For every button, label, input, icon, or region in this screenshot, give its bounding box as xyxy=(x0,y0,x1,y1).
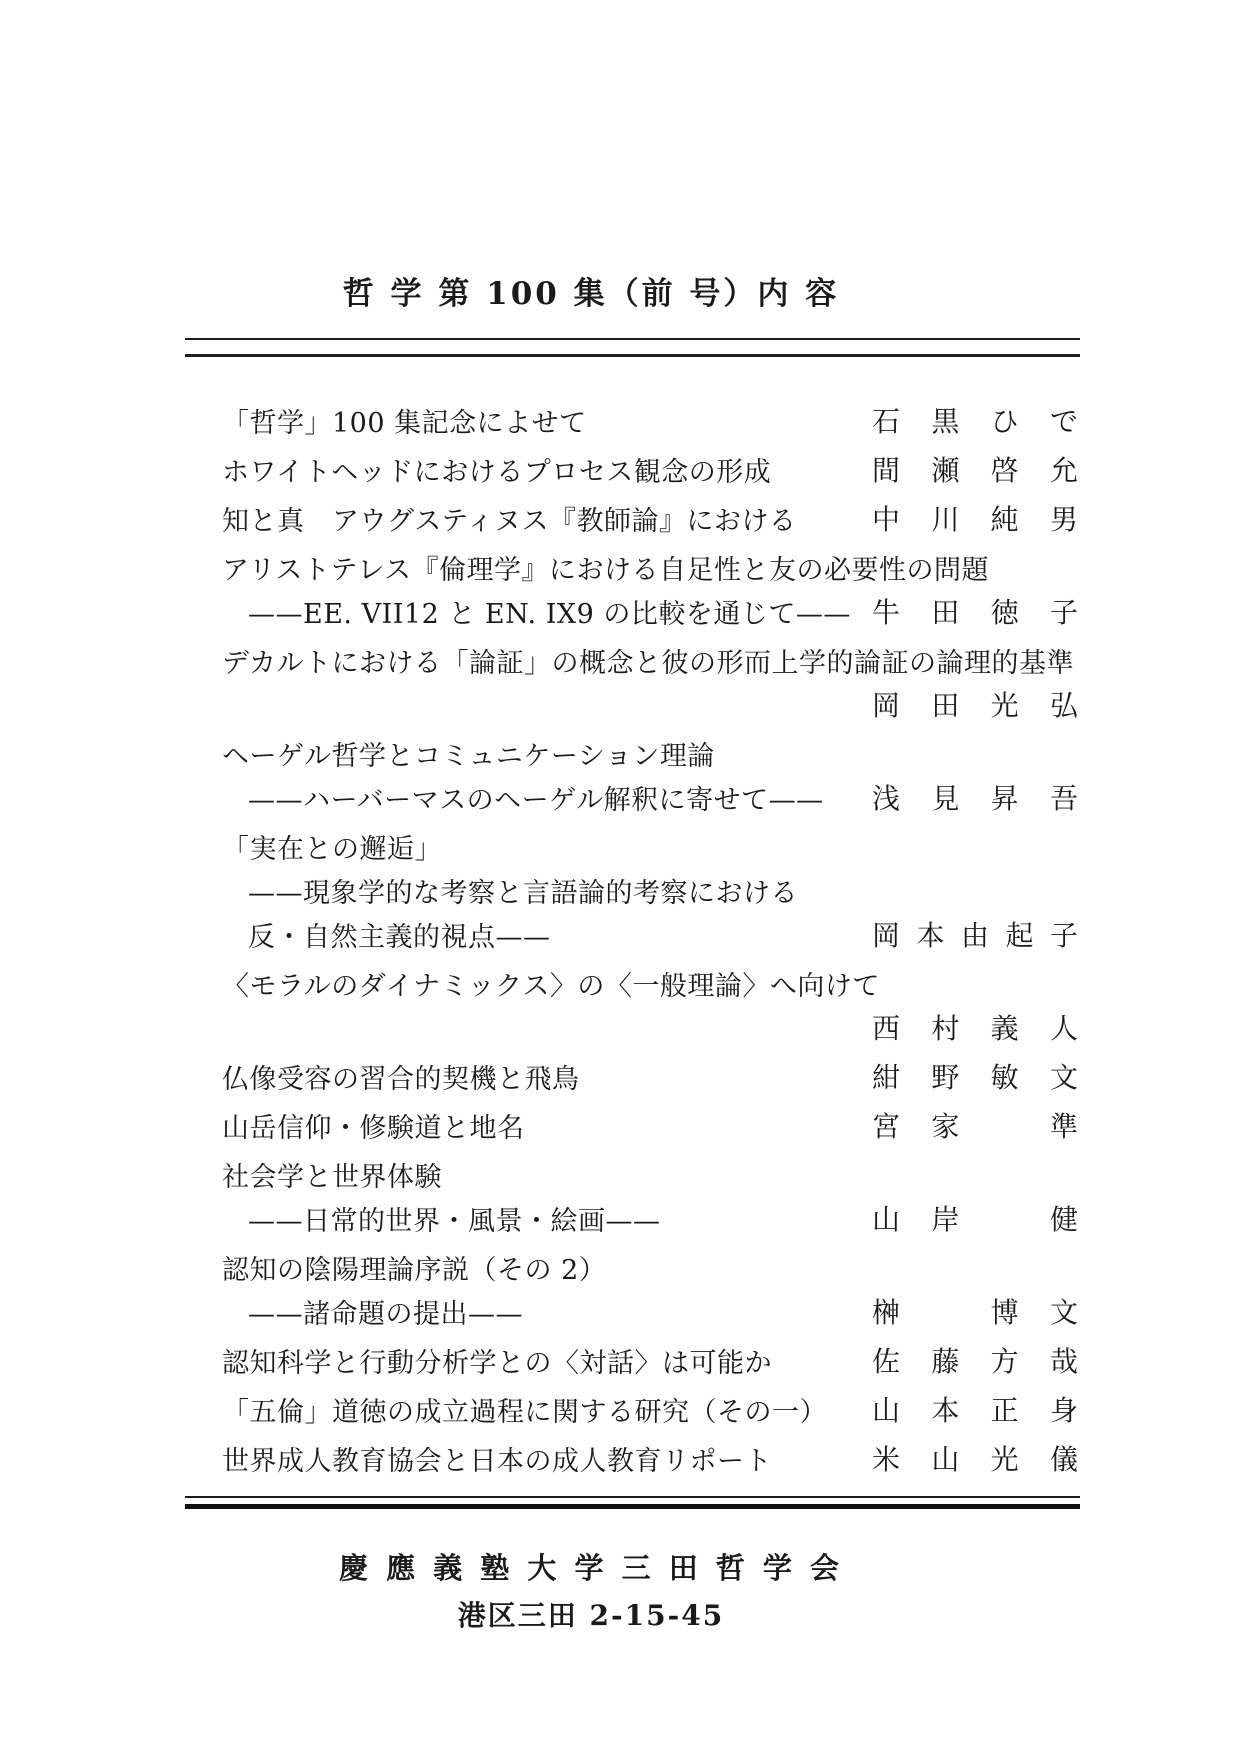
entry-author xyxy=(872,1291,1078,1331)
publisher-name: 慶 應 義 塾 大 学 三 田 哲 学 会 xyxy=(339,1551,843,1585)
author-char: 黒 xyxy=(931,405,960,438)
author-char: 瀬 xyxy=(931,454,960,487)
entry-title-text: 「実在との邂逅」 xyxy=(222,833,442,865)
author-char: 義 xyxy=(990,1012,1019,1045)
author-char: 昇 xyxy=(990,782,1019,815)
author-char: 由 xyxy=(960,919,989,952)
toc-entry-line xyxy=(222,496,1078,540)
toc-entry-line xyxy=(222,1152,1078,1196)
toc-entry-line xyxy=(222,961,1078,1005)
author-char xyxy=(991,1198,1019,1238)
entry-author xyxy=(872,591,1078,631)
author-char: 間 xyxy=(872,454,901,487)
author-char: 西 xyxy=(872,1012,901,1045)
toc-entry-line xyxy=(222,682,1078,726)
publisher-address: 港区三田 2-15-45 xyxy=(457,1599,725,1632)
toc-entry xyxy=(222,1054,1078,1098)
toc-entry-line xyxy=(222,638,1078,682)
author-char: 浅 xyxy=(872,782,901,815)
bottom-double-rule xyxy=(185,1496,1080,1509)
author-char: 儀 xyxy=(1049,1443,1078,1476)
entry-title-text: 認知の陰陽理論序説（その 2） xyxy=(222,1254,607,1286)
toc-entry-line xyxy=(222,1103,1078,1147)
entry-title-text: 社会学と世界体験 xyxy=(222,1161,442,1193)
author-char: 起 xyxy=(1005,919,1034,952)
author-char: 文 xyxy=(1049,1296,1078,1329)
toc-entry-line xyxy=(222,824,1078,868)
entry-title-text: ヘーゲル哲学とコミュニケーション理論 xyxy=(222,740,715,772)
author-char: 藤 xyxy=(931,1345,960,1378)
toc-entry xyxy=(222,496,1078,540)
toc-entry xyxy=(222,961,1078,1049)
author-char: 家 xyxy=(931,1110,960,1143)
author-char: 哉 xyxy=(1049,1345,1078,1378)
entry-title-text: ——日常的世界・風景・絵画—— xyxy=(248,1205,661,1237)
entry-author xyxy=(872,777,1078,817)
page-title: 哲 学 第 100 集（前 号）内 容 xyxy=(342,276,840,312)
toc-entry-line xyxy=(222,775,1078,819)
entry-author xyxy=(872,1007,1078,1047)
author-char: 佐 xyxy=(872,1345,901,1378)
author-char: ひ xyxy=(990,405,1019,438)
author-char: 弘 xyxy=(1049,689,1078,722)
author-char: 榊 xyxy=(872,1296,901,1329)
entry-title-text: 山岳信仰・修験道と地名 xyxy=(222,1112,525,1144)
toc-entry xyxy=(222,1152,1078,1240)
entry-title-text: ホワイトヘッドにおけるプロセス観念の形成 xyxy=(222,456,772,488)
entry-title-text: 〈モラルのダイナミックス〉の〈一般理論〉へ向けて xyxy=(222,970,880,1002)
toc-entry-line xyxy=(222,1387,1078,1431)
toc-entry-line xyxy=(222,398,1078,442)
toc-entry-line xyxy=(222,1338,1078,1382)
author-char: 川 xyxy=(931,503,960,536)
author-char: 山 xyxy=(931,1443,960,1476)
author-char: 石 xyxy=(872,405,901,438)
author-char: 人 xyxy=(1049,1012,1078,1045)
toc-list xyxy=(222,398,1078,1485)
toc-entry-line xyxy=(222,1289,1078,1333)
author-char: 岡 xyxy=(872,919,901,952)
toc-entry xyxy=(222,398,1078,442)
author-char: 岸 xyxy=(931,1203,960,1236)
toc-entry-line xyxy=(222,1245,1078,1289)
toc-entry-line xyxy=(222,912,1078,956)
author-char: 準 xyxy=(1049,1110,1078,1143)
author-char: 山 xyxy=(872,1203,901,1236)
author-char: 宮 xyxy=(872,1110,901,1143)
toc-entry-line xyxy=(222,868,1078,912)
author-char: 男 xyxy=(1049,503,1078,536)
author-char: 米 xyxy=(872,1443,901,1476)
toc-entry-line xyxy=(222,447,1078,491)
entry-title-text: ——EE. VII12 と EN. IX9 の比較を通じて—— xyxy=(248,598,851,630)
entry-title-text: 「五倫」道徳の成立過程に関する研究（その一） xyxy=(222,1396,827,1428)
author-char: 中 xyxy=(872,503,901,536)
toc-entry xyxy=(222,447,1078,491)
entry-title-text: ——諸命題の提出—— xyxy=(248,1298,523,1330)
author-char: 田 xyxy=(931,596,960,629)
author-char: 健 xyxy=(1049,1203,1078,1236)
entry-author xyxy=(872,1438,1078,1478)
author-char xyxy=(931,1291,959,1331)
author-char: 方 xyxy=(990,1345,1019,1378)
entry-title-text: 認知科学と行動分析学との〈対話〉は可能か xyxy=(222,1347,772,1379)
toc-entry-line xyxy=(222,1196,1078,1240)
author-char: 光 xyxy=(990,689,1019,722)
author-char: 紺 xyxy=(872,1061,901,1094)
author-char: 正 xyxy=(990,1394,1019,1427)
toc-entry xyxy=(222,638,1078,726)
author-char: 牛 xyxy=(872,596,901,629)
entry-author xyxy=(872,400,1078,440)
toc-entry xyxy=(222,1245,1078,1333)
author-char: 子 xyxy=(1049,919,1078,952)
entry-title-text: 知と真 アウグスティヌス『教師論』における xyxy=(222,505,797,537)
toc-entry xyxy=(222,1387,1078,1431)
author-char: 田 xyxy=(931,689,960,722)
entry-author xyxy=(872,498,1078,538)
entry-author xyxy=(872,1198,1078,1238)
author-char: 博 xyxy=(990,1296,1019,1329)
author-char: 光 xyxy=(990,1443,1019,1476)
entry-title-text: ——ハーバーマスのヘーゲル解釈に寄せて—— xyxy=(248,784,824,816)
author-char: 文 xyxy=(1049,1061,1078,1094)
toc-entry xyxy=(222,545,1078,633)
author-char: 身 xyxy=(1049,1394,1078,1427)
author-char: 徳 xyxy=(990,596,1019,629)
author-char: 本 xyxy=(931,1394,960,1427)
entry-title-text: ——現象学的な考察と言語論的考察における xyxy=(248,877,798,909)
toc-entry xyxy=(222,1103,1078,1147)
author-char: 純 xyxy=(990,503,1019,536)
toc-entry-line xyxy=(222,731,1078,775)
entry-author xyxy=(872,1389,1078,1429)
toc-entry-line xyxy=(222,1054,1078,1098)
toc-entry xyxy=(222,731,1078,819)
author-char: で xyxy=(1049,405,1078,438)
entry-title-text: デカルトにおける「論証」の概念と彼の形而上学的論証の論理的基準 xyxy=(222,647,1074,679)
entry-author xyxy=(872,1105,1078,1145)
entry-author xyxy=(872,1340,1078,1380)
entry-title-text: 世界成人教育協会と日本の成人教育リポート xyxy=(222,1445,772,1477)
entry-author xyxy=(872,1056,1078,1096)
toc-entry-line xyxy=(222,1005,1078,1049)
author-char: 允 xyxy=(1049,454,1078,487)
entry-title-text: 仏像受容の習合的契機と飛鳥 xyxy=(222,1063,580,1095)
author-char xyxy=(991,1105,1019,1145)
author-char: 野 xyxy=(931,1061,960,1094)
entry-title-text: アリストテレス『倫理学』における自足性と友の必要性の問題 xyxy=(222,554,990,586)
entry-author xyxy=(872,914,1078,954)
author-char: 吾 xyxy=(1049,782,1078,815)
author-char: 子 xyxy=(1049,596,1078,629)
toc-entry-line xyxy=(222,545,1078,589)
author-char: 村 xyxy=(931,1012,960,1045)
author-char: 岡 xyxy=(872,689,901,722)
entry-author xyxy=(872,684,1078,724)
author-char: 見 xyxy=(931,782,960,815)
toc-entry-line xyxy=(222,1436,1078,1480)
author-char: 本 xyxy=(916,919,945,952)
toc-entry xyxy=(222,824,1078,956)
top-double-rule xyxy=(185,338,1080,357)
toc-entry xyxy=(222,1436,1078,1480)
toc-entry xyxy=(222,1338,1078,1382)
author-char: 山 xyxy=(872,1394,901,1427)
entry-title-text: 反・自然主義的視点—— xyxy=(248,921,551,953)
entry-title-text: 「哲学」100 集記念によせて xyxy=(222,407,587,439)
toc-entry-line xyxy=(222,589,1078,633)
author-char: 敏 xyxy=(990,1061,1019,1094)
author-char: 啓 xyxy=(990,454,1019,487)
entry-author xyxy=(872,449,1078,489)
